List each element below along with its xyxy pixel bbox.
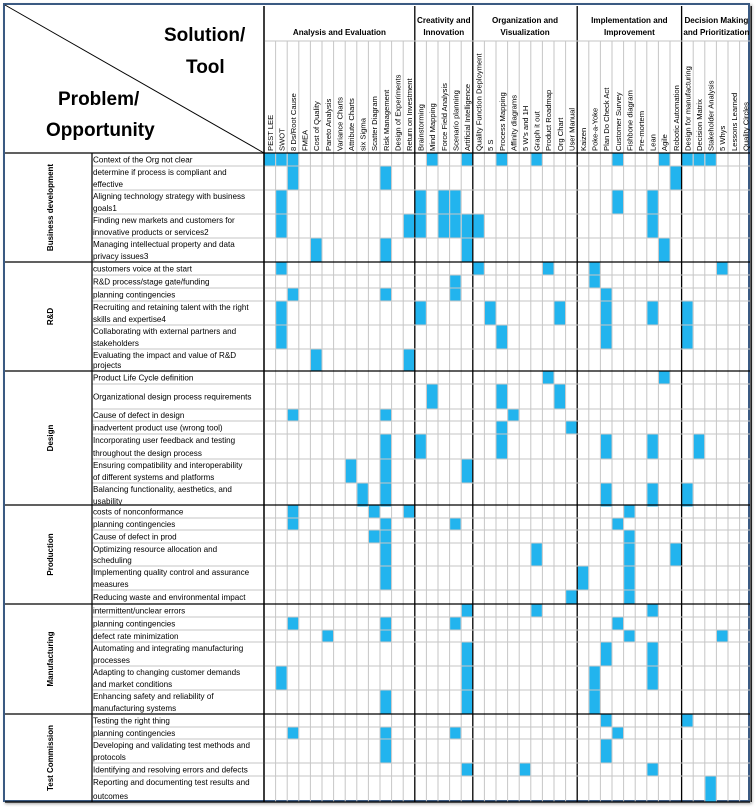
tool-label: Scatter Diagram bbox=[370, 96, 380, 151]
group-label: R&D bbox=[46, 307, 55, 326]
problem-label: Reducing waste and environmental impact bbox=[93, 593, 246, 602]
filled-cell bbox=[647, 643, 658, 666]
group-label: Manufacturing bbox=[46, 631, 55, 687]
filled-cell bbox=[381, 544, 392, 566]
filled-cell bbox=[311, 239, 322, 262]
filled-cell bbox=[276, 667, 287, 690]
filled-cell bbox=[381, 631, 392, 642]
tool-label: Process Mapping bbox=[497, 92, 507, 151]
filled-cell bbox=[288, 506, 299, 518]
filled-cell bbox=[346, 460, 357, 483]
filled-cell bbox=[659, 154, 670, 166]
filled-cell bbox=[671, 544, 682, 566]
filled-cell bbox=[624, 506, 635, 518]
filled-cell bbox=[415, 435, 426, 459]
filled-cell bbox=[497, 326, 508, 349]
header-solution-line2: Tool bbox=[186, 57, 225, 78]
filled-cell bbox=[276, 191, 287, 214]
tool-label: Pareto Analysis bbox=[323, 98, 333, 151]
filled-cell bbox=[427, 385, 438, 409]
filled-cell bbox=[276, 302, 287, 325]
filled-cell bbox=[647, 435, 658, 459]
filled-cell bbox=[381, 435, 392, 459]
problem-label: Cause of defect in design bbox=[93, 411, 185, 420]
problem-label: determine if process is compliant and bbox=[93, 168, 227, 177]
filled-cell bbox=[613, 519, 624, 530]
tool-label: Return on Investment bbox=[405, 78, 414, 151]
filled-cell bbox=[427, 154, 438, 166]
filled-cell bbox=[497, 385, 508, 409]
filled-cell bbox=[357, 484, 368, 507]
problem-label: planning contingencies bbox=[93, 520, 176, 529]
tool-label: Poke-a-Yoke bbox=[590, 107, 600, 151]
filled-cell bbox=[682, 326, 693, 349]
filled-cell bbox=[381, 567, 392, 590]
filled-cell bbox=[589, 263, 600, 275]
tool-label: Product Roadmap bbox=[544, 89, 554, 151]
tool-label: Attribute Charts bbox=[347, 98, 356, 151]
filled-cell bbox=[381, 484, 392, 507]
filled-cell bbox=[497, 154, 508, 166]
tool-label: Graph it out bbox=[532, 111, 542, 151]
tool-label: Artificial Intelligence bbox=[463, 83, 472, 151]
tool-label: Agile bbox=[660, 134, 670, 151]
problem-label: goals1 bbox=[93, 204, 117, 213]
tool-label: Risk Management bbox=[381, 89, 391, 151]
tool-label: Quality Circles bbox=[741, 102, 751, 151]
filled-cell bbox=[613, 191, 624, 214]
filled-cell bbox=[485, 302, 496, 325]
tool-label: 5 S bbox=[486, 139, 496, 151]
problem-label: Incorporating user feedback and testing bbox=[93, 436, 236, 445]
filled-cell bbox=[601, 643, 612, 666]
tool-label: Customer Survey bbox=[613, 92, 623, 151]
filled-cell bbox=[589, 276, 600, 288]
tool-label: 5 W's and 1H bbox=[521, 105, 530, 151]
problem-label: Managing intellectual property and data bbox=[93, 240, 235, 249]
filled-cell bbox=[647, 764, 658, 776]
filled-cell bbox=[613, 728, 624, 739]
tool-label: Kaizen bbox=[579, 127, 588, 151]
filled-cell bbox=[276, 326, 287, 349]
filled-cell bbox=[624, 544, 635, 566]
tool-label: Lean bbox=[648, 134, 658, 151]
filled-cell bbox=[601, 289, 612, 301]
filled-cell bbox=[381, 239, 392, 262]
header-problem-line2: Opportunity bbox=[46, 120, 155, 141]
filled-cell bbox=[439, 215, 450, 238]
filled-cell bbox=[682, 302, 693, 325]
problem-label: measures bbox=[93, 580, 129, 589]
problem-label: of different systems and platforms bbox=[93, 473, 215, 482]
filled-cell bbox=[276, 154, 287, 166]
tool-label: six Sigma bbox=[358, 118, 368, 151]
filled-cell bbox=[555, 385, 566, 409]
filled-cell bbox=[462, 605, 473, 617]
filled-cell bbox=[381, 289, 392, 301]
filled-cell bbox=[381, 691, 392, 714]
filled-cell bbox=[415, 191, 426, 214]
tool-label: Decision Matrix bbox=[695, 99, 704, 151]
filled-cell bbox=[450, 289, 461, 301]
tool-label: Force Field Analysis bbox=[439, 83, 449, 151]
problem-label: Context of the Org not clear bbox=[93, 155, 193, 165]
category-header: Decision Making bbox=[684, 16, 749, 25]
tool-label: Pre-mortem bbox=[637, 110, 646, 151]
filled-cell bbox=[717, 631, 728, 642]
category-header: Visualization bbox=[500, 28, 550, 37]
filled-cell bbox=[404, 350, 415, 371]
filled-cell bbox=[624, 591, 635, 604]
filled-cell bbox=[601, 302, 612, 325]
header-solution-line1: Solution/ bbox=[164, 25, 246, 46]
filled-cell bbox=[497, 435, 508, 459]
problem-label: outcomes bbox=[93, 792, 129, 801]
filled-cell bbox=[624, 567, 635, 590]
filled-cell bbox=[462, 239, 473, 262]
category-header: Organization and bbox=[491, 16, 559, 25]
filled-cell bbox=[462, 764, 473, 776]
tool-label: Stakeholder Analysis bbox=[706, 80, 716, 151]
tool-label: Lessons Learned bbox=[729, 92, 739, 151]
filled-cell bbox=[404, 215, 415, 238]
filled-cell bbox=[508, 410, 519, 421]
filled-cell bbox=[462, 460, 473, 483]
tool-label: 5 Whys bbox=[718, 125, 728, 151]
filled-cell bbox=[601, 326, 612, 349]
tool-label: Quality Function Deployment bbox=[474, 53, 484, 151]
filled-cell bbox=[311, 350, 322, 371]
tool-label: PEST LEE bbox=[265, 114, 275, 151]
problem-label: Organizational design process requirements bbox=[93, 392, 252, 402]
tool-label: Design for manufacturing bbox=[683, 66, 693, 151]
filled-cell bbox=[717, 263, 728, 275]
filled-cell bbox=[647, 484, 658, 507]
header-diagonal bbox=[5, 5, 264, 153]
filled-cell bbox=[589, 667, 600, 690]
tool-label: Cost of Quality bbox=[312, 101, 322, 151]
problem-label: R&D process/stage gate/funding bbox=[93, 277, 210, 287]
filled-cell bbox=[531, 605, 542, 617]
filled-cell bbox=[647, 215, 658, 238]
filled-cell bbox=[705, 777, 716, 802]
problem-label: Evaluating the impact and value of R&D bbox=[93, 351, 237, 360]
problem-label: planning contingencies bbox=[93, 290, 176, 300]
filled-cell bbox=[624, 631, 635, 642]
problem-label: Aligning technology strategy with business bbox=[93, 192, 246, 201]
filled-cell bbox=[288, 167, 299, 190]
filled-cell bbox=[520, 764, 531, 776]
filled-cell bbox=[288, 618, 299, 630]
problem-label: privacy issues3 bbox=[93, 252, 149, 261]
filled-cell bbox=[531, 544, 542, 566]
problem-label: intermittent/unclear errors bbox=[93, 606, 186, 616]
problem-label: Balancing functionality, aesthetics, and bbox=[93, 485, 232, 494]
filled-cell bbox=[624, 531, 635, 543]
filled-cell bbox=[450, 276, 461, 288]
problem-label: throughout the design process bbox=[93, 449, 202, 458]
filled-cell bbox=[462, 154, 473, 166]
filled-cell bbox=[647, 302, 658, 325]
problem-label: scheduling bbox=[93, 556, 132, 565]
filled-cell bbox=[404, 506, 415, 518]
problem-label: defect rate minimization bbox=[93, 632, 179, 641]
problem-label: Finding new markets and customers for bbox=[93, 216, 235, 225]
problem-label: skills and expertise4 bbox=[93, 315, 166, 324]
problem-label: planning contingencies bbox=[93, 619, 176, 629]
problem-label: Adapting to changing customer demands bbox=[93, 668, 241, 677]
problem-label: processes bbox=[93, 656, 130, 665]
filled-cell bbox=[381, 618, 392, 630]
tool-label: Mind Mapping bbox=[428, 103, 438, 151]
filled-cell bbox=[450, 618, 461, 630]
filled-cell bbox=[601, 740, 612, 763]
tool-label: Design of Experiments bbox=[393, 74, 403, 151]
filled-cell bbox=[647, 667, 658, 690]
problem-label: projects bbox=[93, 361, 122, 370]
tool-label: Fishbone diagram bbox=[625, 90, 635, 151]
problem-label: inadvertent product use (wrong tool) bbox=[93, 423, 223, 433]
filled-cell bbox=[369, 506, 380, 518]
filled-cell bbox=[450, 191, 461, 214]
filled-cell bbox=[497, 422, 508, 434]
filled-cell bbox=[381, 519, 392, 530]
problem-label: customers voice at the start bbox=[93, 264, 192, 274]
filled-cell bbox=[415, 302, 426, 325]
category-header: and Prioritization bbox=[683, 28, 750, 37]
group-label: Test Commission bbox=[46, 724, 55, 792]
problem-label: Automating and integrating manufacturing bbox=[93, 644, 244, 653]
category-header: Implementation and bbox=[591, 16, 668, 25]
filled-cell bbox=[473, 263, 484, 275]
filled-cell bbox=[705, 154, 716, 166]
tool-label: Variance Charts bbox=[335, 97, 345, 151]
filled-cell bbox=[381, 167, 392, 190]
filled-cell bbox=[450, 215, 461, 238]
filled-cell bbox=[439, 191, 450, 214]
filled-cell bbox=[566, 591, 577, 604]
tool-label: Affinity diagrams bbox=[509, 95, 519, 151]
filled-cell bbox=[613, 154, 624, 166]
filled-cell bbox=[543, 263, 554, 275]
problem-label: manufacturing systems bbox=[93, 704, 177, 713]
problem-label: Reporting and documenting test results and bbox=[93, 778, 250, 787]
filled-cell bbox=[323, 631, 334, 642]
filled-cell bbox=[694, 435, 705, 459]
tool-label: Brainstorming bbox=[416, 104, 426, 151]
problem-label: usability bbox=[93, 497, 123, 506]
filled-cell bbox=[555, 302, 566, 325]
problem-label: planning contingencies bbox=[93, 729, 176, 738]
filled-cell bbox=[578, 567, 589, 590]
filled-cell bbox=[288, 519, 299, 530]
header-problem-line1: Problem/ bbox=[58, 89, 140, 110]
problem-label: Implementing quality control and assurance bbox=[93, 568, 250, 577]
filled-cell bbox=[543, 372, 554, 384]
filled-cell bbox=[276, 215, 287, 238]
filled-cell bbox=[601, 715, 612, 727]
filled-cell bbox=[462, 691, 473, 714]
tool-label: 8 Ds/Root Cause bbox=[289, 93, 298, 151]
problem-label: Developing and validating test methods and bbox=[93, 741, 251, 750]
tool-label: SWOT bbox=[277, 128, 287, 151]
filled-cell bbox=[415, 215, 426, 238]
problem-label: stakeholders bbox=[93, 339, 139, 348]
tool-label: Robotic Automation bbox=[671, 85, 681, 151]
problem-label: effective bbox=[93, 180, 123, 189]
filled-cell bbox=[381, 460, 392, 483]
filled-cell bbox=[381, 531, 392, 543]
filled-cell bbox=[682, 154, 693, 166]
filled-cell bbox=[682, 484, 693, 507]
filled-cell bbox=[671, 167, 682, 190]
problem-label: Optimizing resource allocation and bbox=[93, 545, 218, 554]
group-label: Design bbox=[46, 424, 55, 452]
filled-cell bbox=[462, 643, 473, 666]
filled-cell bbox=[531, 154, 542, 166]
filled-cell bbox=[288, 728, 299, 739]
problem-label: Testing the right thing bbox=[93, 716, 170, 726]
problem-label: Product Life Cycle definition bbox=[93, 373, 194, 383]
problem-label: Recruiting and retaining talent with the right bbox=[93, 303, 249, 312]
category-header: Innovation bbox=[423, 28, 465, 37]
filled-cell bbox=[462, 215, 473, 238]
problem-label: innovative products or services2 bbox=[93, 228, 209, 237]
problem-label: protocols bbox=[93, 753, 126, 762]
filled-cell bbox=[288, 289, 299, 301]
filled-cell bbox=[369, 531, 380, 543]
filled-cell bbox=[288, 154, 299, 166]
filled-cell bbox=[450, 519, 461, 530]
filled-cell bbox=[381, 410, 392, 421]
filled-cell bbox=[613, 618, 624, 630]
filled-cell bbox=[450, 728, 461, 739]
filled-cell bbox=[601, 435, 612, 459]
category-header: Analysis and Evaluation bbox=[292, 28, 386, 37]
problem-label: Identifying and resolving errors and defects bbox=[93, 765, 248, 775]
problem-label: Enhancing safety and reliability of bbox=[93, 692, 214, 701]
tool-label: Plan Do Check Act bbox=[602, 87, 612, 151]
filled-cell bbox=[381, 740, 392, 763]
problem-label: Cause of defect in prod bbox=[93, 532, 177, 542]
group-label: Business development bbox=[46, 163, 55, 252]
tool-label: Org Chart bbox=[555, 117, 565, 151]
category-header: Creativity and bbox=[417, 16, 471, 25]
problem-label: costs of nonconformance bbox=[93, 507, 184, 517]
filled-cell bbox=[694, 154, 705, 166]
filled-cell bbox=[589, 691, 600, 714]
filled-cell bbox=[659, 372, 670, 384]
problem-label: Collaborating with external partners and bbox=[93, 327, 237, 336]
filled-cell bbox=[276, 263, 287, 275]
group-label: Production bbox=[46, 533, 55, 576]
problem-label: Ensuring compatibility and interoperability bbox=[93, 461, 243, 470]
tool-label: Scenario planning bbox=[451, 90, 461, 151]
tool-label: FMEA bbox=[300, 129, 310, 151]
filled-cell bbox=[647, 605, 658, 617]
filled-cell bbox=[566, 422, 577, 434]
category-header: Improvement bbox=[603, 28, 655, 37]
filled-cell bbox=[682, 715, 693, 727]
filled-cell bbox=[659, 239, 670, 262]
filled-cell bbox=[601, 484, 612, 507]
filled-cell bbox=[265, 154, 276, 166]
tool-label: User Manual bbox=[567, 107, 577, 151]
problem-label: and market conditions bbox=[93, 680, 173, 689]
filled-cell bbox=[288, 410, 299, 421]
filled-cell bbox=[462, 667, 473, 690]
filled-cell bbox=[473, 215, 484, 238]
filled-cell bbox=[381, 728, 392, 739]
filled-cell bbox=[647, 191, 658, 214]
